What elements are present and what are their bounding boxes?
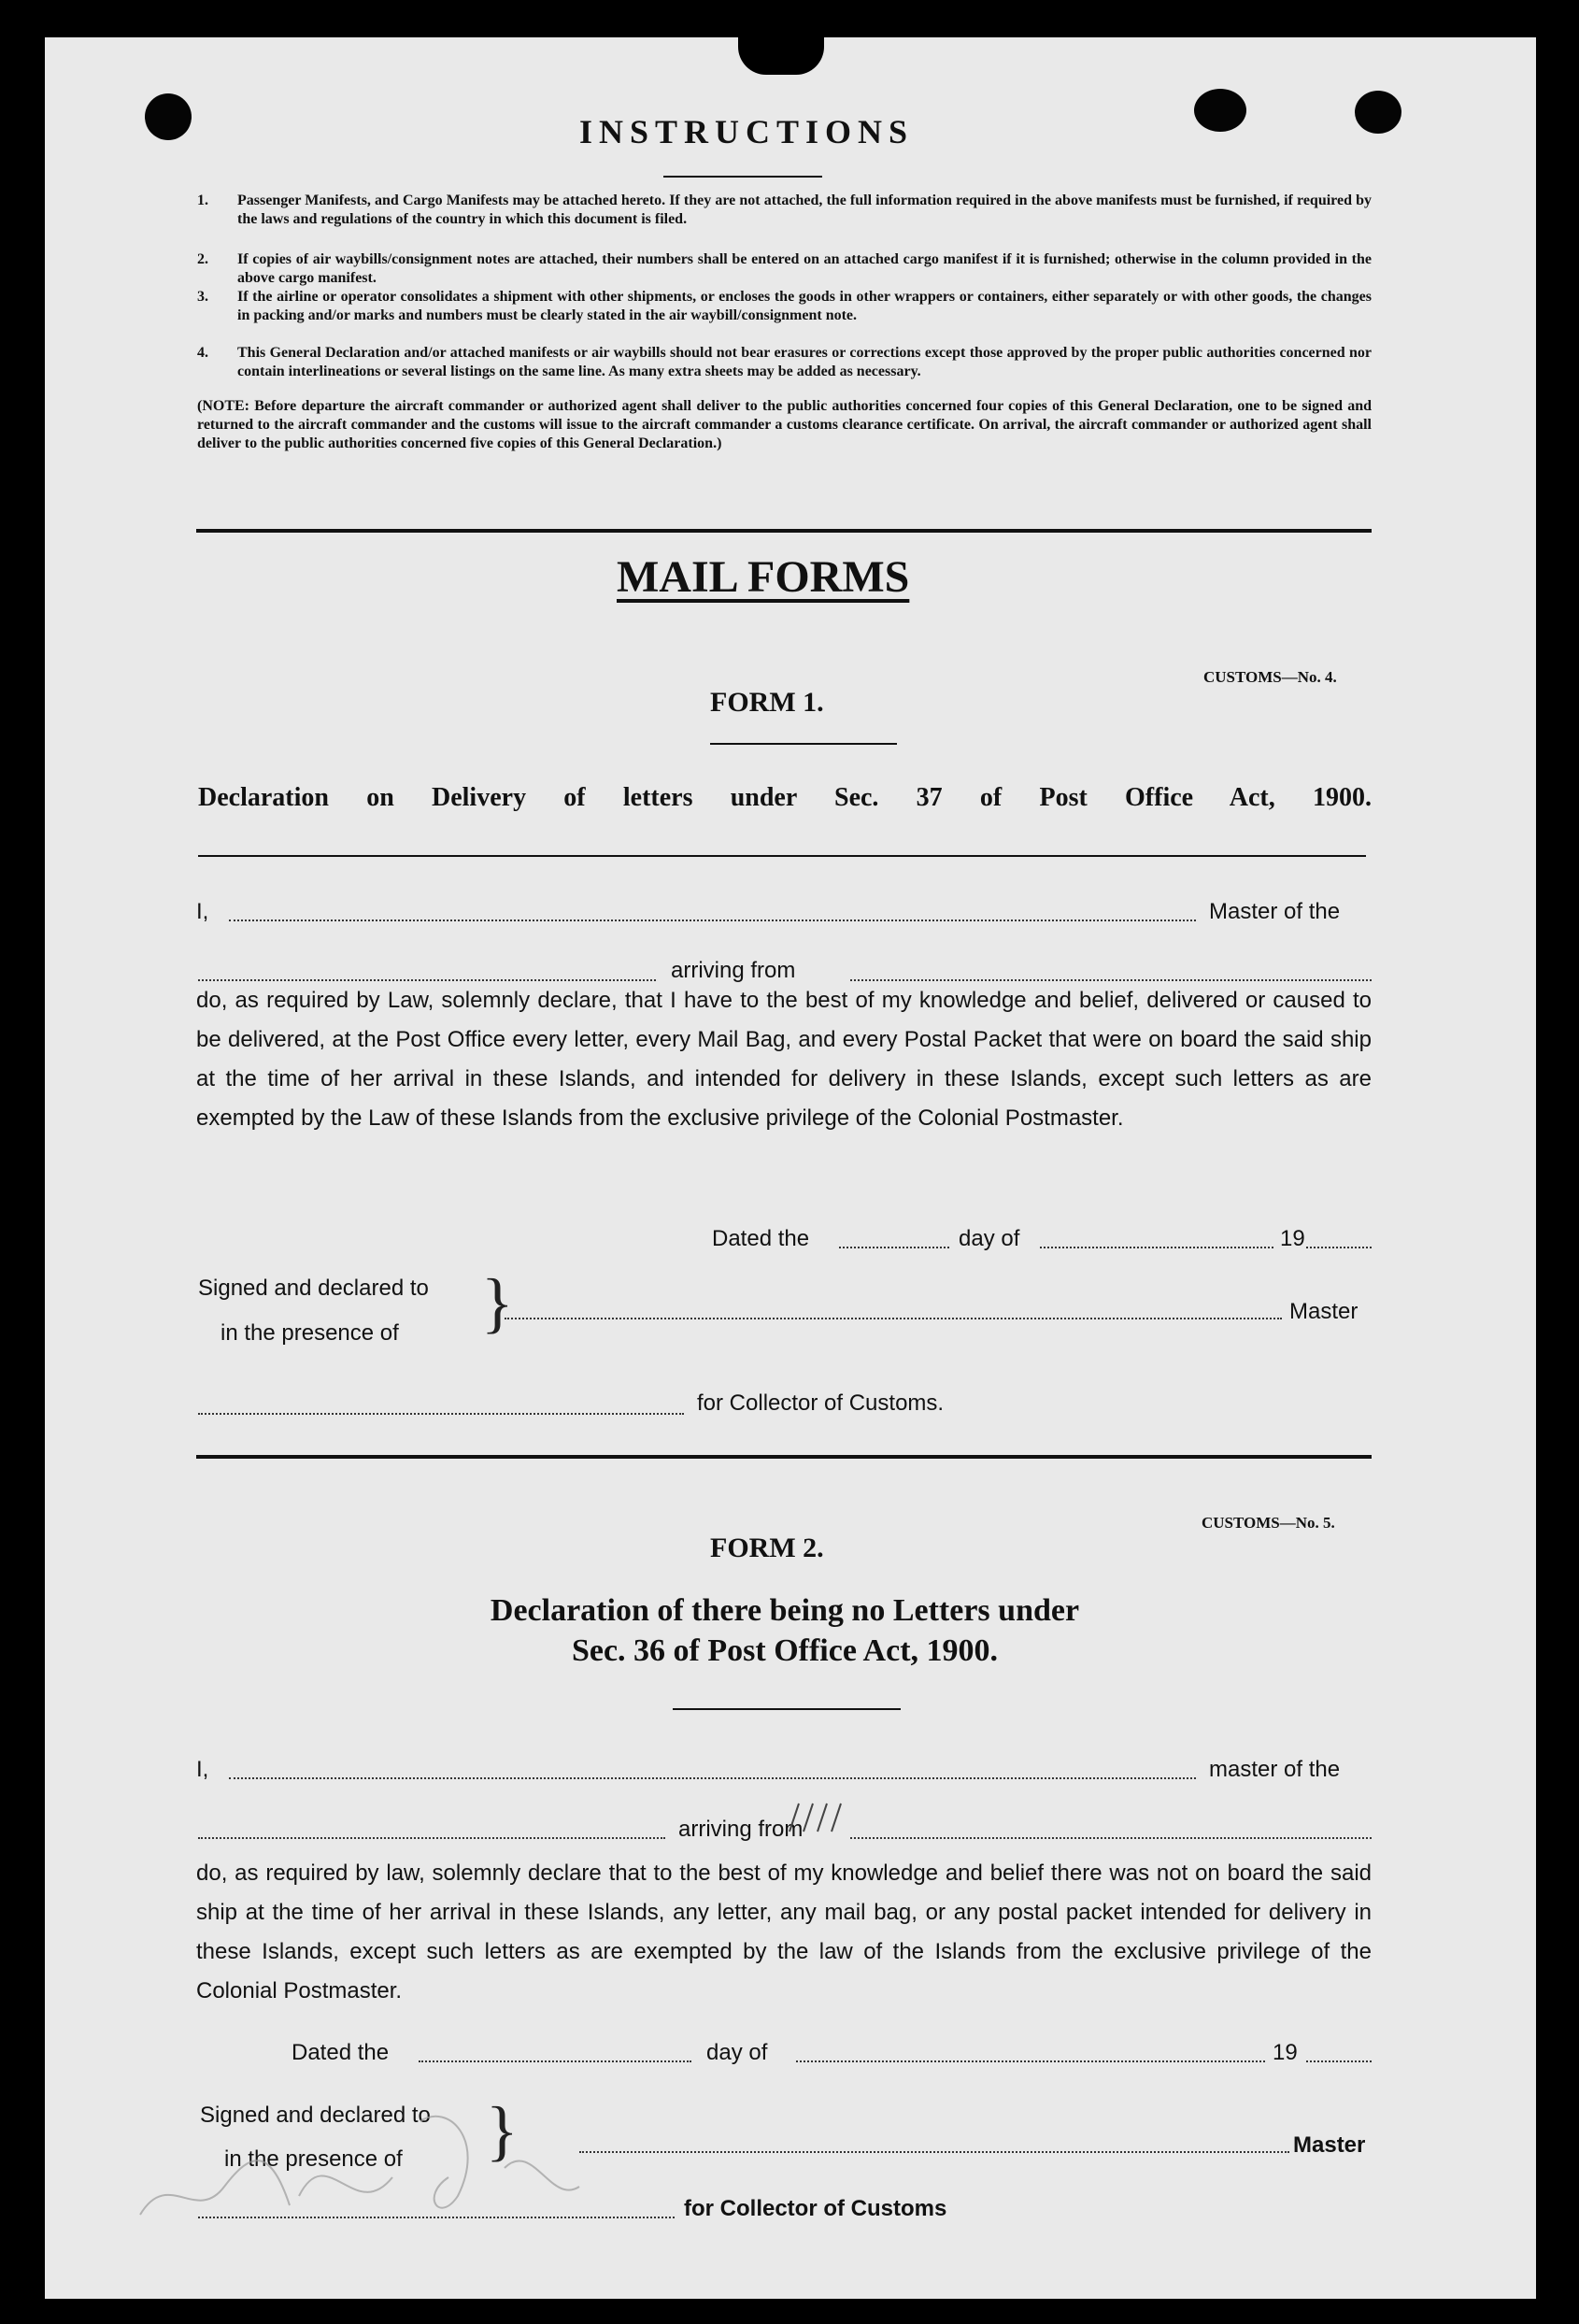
form2-year-field[interactable] xyxy=(1306,2060,1372,2062)
form2-in-presence: in the presence of xyxy=(224,2146,403,2172)
form2-master-signature-field[interactable] xyxy=(579,2151,1289,2153)
form1-declaration-heading: Declaration on Delivery of letters under Sec. 37 of Post Office Act, 1900. xyxy=(198,783,1372,812)
form1-signed-declared: Signed and declared to xyxy=(198,1276,429,1301)
form2-declaration-body: do, as required by law, solemnly declare that to the best of my knowledge and belief there was not on board the said ship at the time of her arrival in these Islands, any letter, any mail bag, or any postal packet intended for delivery in these Islands, except such letters as are exempted by the law of the Islands from the exclusive privilege of the Colonial Postmaster. xyxy=(196,1861,1372,2003)
form1-dated-the: Dated the xyxy=(712,1226,810,1251)
form1-collector-signature-field[interactable] xyxy=(198,1413,684,1415)
form1-heading-rule xyxy=(198,855,1366,857)
torn-notch xyxy=(738,37,824,75)
form2-dated-the: Dated the xyxy=(292,2040,390,2065)
form2-signed-declared: Signed and declared to xyxy=(200,2103,431,2128)
form2-master-of-the: master of the xyxy=(1209,1757,1341,1782)
form1-master-label: Master xyxy=(1289,1299,1359,1324)
form2-month-field[interactable] xyxy=(796,2060,1265,2062)
form2-arriving-from-field[interactable] xyxy=(850,1837,1372,1839)
faint-signature-scribble xyxy=(112,2084,673,2243)
form1-title-rule xyxy=(710,743,897,745)
form-divider xyxy=(196,1455,1372,1459)
punch-hole xyxy=(145,93,192,140)
instruction-item: 3. If the airline or operator consolidates a shipment with other shipments, or encloses the goods in other wrappers or containers, either separately or with other goods, the changes in packing and/or marks and numbers must be clearly stated in the air waybill/consignment note. xyxy=(197,289,1372,323)
section-divider xyxy=(196,529,1372,533)
form1-in-presence: in the presence of xyxy=(220,1320,399,1346)
form2-heading-line2: Sec. 36 of Post Office Act, 1900. xyxy=(571,1633,999,1668)
form1-brace: } xyxy=(481,1265,514,1340)
form2-day-field[interactable] xyxy=(419,2060,691,2062)
form1-day-of: day of xyxy=(959,1226,1020,1251)
form1-day-field[interactable] xyxy=(839,1247,949,1248)
instruction-item: 2. If copies of air waybills/consignment notes are attached, their numbers shall be entered on an attached cargo manifest if it is furnished; otherwise in the column provided in the above cargo manifest. xyxy=(197,251,1372,286)
instructions-title-rule xyxy=(663,176,822,178)
form2-heading-line1: Declaration of there being no Letters under xyxy=(490,1593,1080,1628)
instruction-note: (NOTE: Before departure the aircraft commander or authorized agent shall deliver to the public authorities concerned four copies of this General Declaration, one to be signed and returned to the aircraft commander and the customs will issue to the aircraft commander a customs clearance certificate. On arrival, the aircraft commander or authorized agent shall deliver to the public authorities concerned five copies of this General Declaration.) xyxy=(197,398,1372,451)
form1-master-signature-field[interactable] xyxy=(505,1318,1282,1319)
form2-i-label: I, xyxy=(196,1757,209,1782)
form2-collector-label: for Collector of Customs xyxy=(684,2196,947,2221)
form1-i-label: I, xyxy=(196,899,209,924)
form2-heading-rule xyxy=(673,1708,901,1710)
form1-year-field[interactable] xyxy=(1306,1247,1372,1248)
form2-year-prefix: 19 xyxy=(1273,2040,1298,2065)
mail-forms-title: MAIL FORMS xyxy=(617,552,910,602)
instruction-item: 4. This General Declaration and/or attached manifests or air waybills should not bear erasures or corrections except those approved by the proper public authorities concerned nor contain interlineations or several listings on the same line. As many extra sheets may be added as necessary. xyxy=(197,345,1372,379)
form1-collector-label: for Collector of Customs. xyxy=(697,1390,945,1416)
form1-title: FORM 1. xyxy=(710,687,824,718)
tick-marks xyxy=(785,1799,860,1836)
form1-customs-number: CUSTOMS—No. 4. xyxy=(1203,668,1337,686)
form2-master-name-field[interactable] xyxy=(229,1777,1196,1779)
instructions-title: INSTRUCTIONS xyxy=(579,113,915,150)
form2-brace: } xyxy=(486,2093,519,2168)
form2-ship-name-field[interactable] xyxy=(198,1837,665,1839)
punch-hole xyxy=(1355,91,1401,134)
instruction-item: 1. Passenger Manifests, and Cargo Manifests may be attached hereto. If they are not attached, the full information required in the above manifests must be furnished, if required by the laws and regulations of the country in which this document is filed. xyxy=(197,192,1372,227)
form1-month-field[interactable] xyxy=(1040,1247,1273,1248)
form1-arriving-from: arriving from xyxy=(671,958,796,983)
form2-day-of: day of xyxy=(706,2040,768,2065)
form2-master-label: Master xyxy=(1293,2132,1366,2158)
form1-master-of-the: Master of the xyxy=(1209,899,1341,924)
form2-arriving-from: arriving from xyxy=(678,1817,804,1842)
form1-master-name-field[interactable] xyxy=(229,920,1196,921)
form1-year-prefix: 19 xyxy=(1280,1226,1305,1251)
punch-hole xyxy=(1194,89,1246,132)
form2-title: FORM 2. xyxy=(710,1533,824,1563)
form2-customs-number: CUSTOMS—No. 5. xyxy=(1202,1514,1335,1532)
form1-declaration-body: do, as required by Law, solemnly declare, that I have to the best of my knowledge and belief, delivered or caused to be delivered, at the Post Office every letter, every Mail Bag, and every Postal Packet that were on board the said ship at the time of her arrival in these Islands, and intended for delivery in these Islands, except such letters as are exempted by the Law of these Islands from the exclusive privilege of the Colonial Postmaster. xyxy=(196,988,1372,1131)
